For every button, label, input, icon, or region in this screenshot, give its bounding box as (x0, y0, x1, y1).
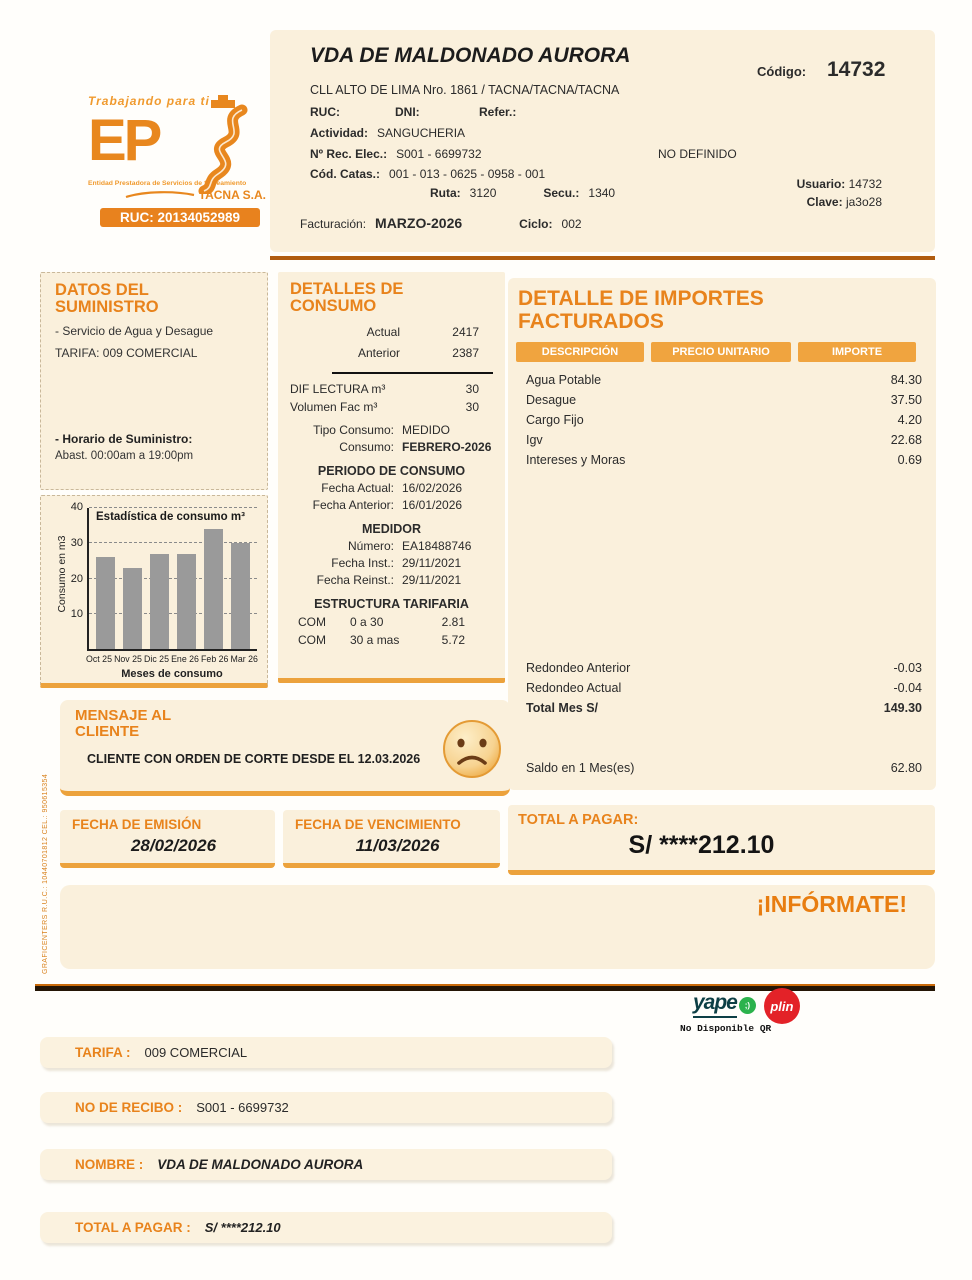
chart-bar (123, 568, 142, 649)
dif-value: 30 (465, 381, 479, 396)
medidor-numero-row (290, 539, 493, 553)
redondeo-actual-value: -0.04 (893, 681, 922, 695)
importe-row (508, 450, 936, 470)
fecha-anterior-label: Fecha Anterior: (312, 497, 394, 512)
importe-desc: Igv (526, 433, 543, 448)
facturacion-value: MARZO-2026 (375, 215, 463, 231)
consumption-chart (40, 495, 268, 688)
importe-value: 22.68 (890, 433, 922, 448)
redondeo-anterior-value: -0.03 (893, 661, 922, 675)
actual-label: Actual (366, 324, 400, 339)
saldo-value: 62.80 (890, 761, 922, 775)
chart-y-tick: 30 (70, 536, 83, 549)
col-precio-unitario: PRECIO UNITARIO (651, 342, 791, 362)
total-pagar-value: S/ ****212.10 (628, 831, 775, 859)
chart-x-tick: Feb 26 (201, 654, 229, 664)
tarifa-clase: COM (298, 632, 326, 647)
chart-y-tick: 10 (70, 608, 83, 621)
actual-value: 2417 (452, 324, 479, 339)
importe-desc: Desague (526, 393, 577, 408)
chart-x-labels (85, 654, 259, 664)
fecha-vencimiento-label: FECHA DE VENCIMIENTO (295, 817, 461, 832)
logo-tagline: Trabajando para ti (88, 94, 210, 108)
tarifa-row (290, 615, 493, 629)
clave-label: Clave: (806, 195, 843, 209)
detalles-consumo-panel (278, 272, 505, 683)
footer-recibo-bar (40, 1092, 612, 1123)
tarifa-rango: 0 a 30 (350, 614, 384, 629)
datos-suministro-panel (40, 272, 268, 490)
mensaje-title: MENSAJE AL CLIENTE (75, 707, 171, 740)
footer-total-bar (40, 1212, 612, 1243)
importe-row (508, 410, 936, 430)
servicio-line: - Servicio de Agua y Desague (55, 323, 214, 338)
fecha-emision-value: 28/02/2026 (130, 836, 217, 855)
consumo-mes-row (290, 440, 493, 454)
total-pagar-label: TOTAL A PAGAR: (518, 812, 639, 828)
chart-bar (204, 529, 223, 649)
chart-bar (150, 554, 169, 649)
tipo-label: Tipo Consumo: (313, 422, 394, 437)
mensaje-text: CLIENTE CON ORDEN DE CORTE DESDE EL 12.03.2026 (87, 752, 421, 766)
importe-row (508, 370, 936, 390)
footer-tarifa-bar (40, 1037, 612, 1068)
chart-x-tick: Ene 26 (171, 654, 199, 664)
fecha-emision-box (60, 810, 275, 868)
sad-face-icon (442, 718, 502, 780)
saldo-block (526, 758, 922, 778)
redondeo-actual-row (526, 678, 922, 698)
redondeo-anterior-label: Redondeo Anterior (526, 661, 631, 675)
reading-separator (332, 372, 493, 374)
dni-label: DNI: (395, 105, 420, 119)
ruta-label: Ruta: (430, 186, 461, 200)
tarifa-precio: 5.72 (441, 632, 465, 647)
secu-label: Secu.: (543, 186, 580, 200)
saldo-label: Saldo en 1 Mes(es) (526, 761, 635, 775)
footer-tarifa-value: 009 COMERCIAL (144, 1045, 248, 1060)
anterior-label: Anterior (357, 345, 400, 360)
importe-desc: Cargo Fijo (526, 413, 584, 428)
eps-logo (88, 94, 266, 227)
numero-value: EA18488746 (402, 538, 472, 553)
chart-x-axis-label: Meses de consumo (121, 668, 223, 680)
informate-text: ¡INFÓRMATE! (756, 891, 907, 917)
clave-value: ja3o28 (845, 195, 882, 209)
usuario-value: 14732 (848, 177, 882, 191)
informate-panel (60, 885, 935, 969)
col-descripcion: DESCRIPCIÓN (516, 342, 644, 362)
footer-total-value: S/ ****212.10 (204, 1220, 281, 1235)
river-faucet-icon (180, 94, 258, 194)
no-definido-text: NO DEFINIDO (658, 147, 737, 161)
chart-plot (87, 508, 257, 651)
actividad-row (310, 126, 465, 140)
rec-elec-label: Nº Rec. Elec.: (310, 147, 388, 161)
consumo-value: FEBRERO-2026 (402, 439, 492, 454)
total-pagar-box (508, 805, 935, 875)
cod-catas-value: 001 - 013 - 0625 - 0958 - 001 (389, 167, 546, 181)
logo-subtitle: Entidad Prestadora de Servicios de Saneamiento (88, 180, 247, 187)
fecha-actual-row (290, 481, 493, 495)
facturacion-label: Facturación: (300, 217, 367, 231)
chart-bars (89, 508, 257, 649)
fecha-inst-label: Fecha Inst.: (331, 555, 394, 570)
fecha-anterior-value: 16/01/2026 (402, 497, 463, 512)
ciclo-value: 002 (561, 217, 582, 231)
importes-table-header (516, 342, 936, 362)
fecha-anterior-row (290, 498, 493, 512)
fecha-actual-label: Fecha Actual: (321, 480, 394, 495)
importe-value: 4.20 (897, 413, 922, 428)
datos-title: DATOS DEL SUMINISTRO (55, 281, 159, 316)
mensaje-cliente-panel (60, 700, 510, 796)
chart-x-tick: Dic 25 (144, 654, 169, 664)
actividad-value: SANGUCHERIA (377, 126, 466, 140)
footer-recibo-value: S001 - 6699732 (196, 1100, 289, 1115)
medidor-title: MEDIDOR (361, 521, 422, 536)
tarifa-precio: 2.81 (441, 614, 465, 629)
dif-label: DIF LECTURA m³ (290, 381, 386, 396)
saldo-row (526, 758, 922, 778)
lectura-anterior-row (290, 346, 493, 360)
chart-x-tick: Mar 26 (230, 654, 258, 664)
vol-value: 30 (465, 399, 479, 414)
tarifa-line: TARIFA: 009 COMERCIAL (55, 345, 198, 360)
footer-recibo-label: NO DE RECIBO : (75, 1100, 183, 1115)
logo-initials: EP (88, 108, 160, 173)
ruta-secuencia-row (430, 186, 615, 200)
fecha-inst-row (290, 556, 493, 570)
volumen-row (290, 400, 493, 414)
importe-value: 37.50 (890, 393, 922, 408)
cod-catas-label: Cód. Catas.: (310, 167, 381, 181)
importe-value: 0.69 (897, 453, 922, 468)
usuario-label: Usuario: (796, 177, 846, 191)
importe-value: 84.30 (890, 373, 922, 388)
importe-row (508, 390, 936, 410)
importe-row (508, 430, 936, 450)
fecha-actual-value: 16/02/2026 (402, 480, 463, 495)
tipo-consumo-row (290, 423, 493, 437)
importe-desc: Intereses y Moras (526, 453, 626, 468)
fecha-vencimiento-box (283, 810, 500, 868)
codigo-value: 14732 (827, 58, 886, 81)
header-panel (270, 30, 935, 252)
rec-elec-value: S001 - 6699732 (396, 147, 482, 161)
lectura-actual-row (290, 325, 493, 339)
logo-company: TACNA S.A. (198, 188, 266, 202)
footer-nombre-bar (40, 1149, 612, 1180)
importe-desc: Agua Potable (526, 373, 602, 388)
chart-title: Estadística de consumo m³ (96, 511, 245, 523)
chart-bar (231, 543, 250, 649)
logo-ruc-badge: RUC: 20134052989 (100, 208, 260, 227)
tarifa-row (290, 633, 493, 647)
payment-logos (693, 988, 800, 1024)
chart-bar (96, 557, 115, 649)
yape-logo (693, 991, 756, 1018)
ruc-label: RUC: (310, 105, 340, 119)
chart-x-tick: Oct 25 (86, 654, 112, 664)
header-divider (270, 256, 935, 260)
horario-label: - Horario de Suministro: (55, 431, 193, 446)
secu-value: 1340 (588, 186, 616, 200)
footer-nombre-value: VDA DE MALDONADO AURORA (157, 1157, 364, 1172)
plin-wordmark: plin (770, 998, 794, 1014)
consumo-title: DETALLES DE CONSUMO (290, 280, 404, 315)
importes-totals (526, 658, 922, 718)
fecha-reinst-row (290, 573, 493, 587)
vol-label: Volumen Fac m³ (290, 399, 378, 414)
estructura-rows (290, 615, 493, 647)
numero-label: Número: (347, 538, 394, 553)
horario-value: Abast. 00:00am a 19:00pm (55, 449, 194, 462)
facturacion-row (300, 215, 582, 231)
yape-bubble-icon: ;) (739, 997, 756, 1014)
customer-address: CLL ALTO DE LIMA Nro. 1861 / TACNA/TACNA/TACNA (310, 83, 620, 97)
refer-label: Refer.: (479, 105, 517, 119)
section-divider (35, 984, 935, 991)
total-mes-label: Total Mes S/ (526, 701, 599, 715)
total-mes-value: 149.30 (883, 701, 922, 715)
chart-y-tick: 40 (70, 501, 83, 513)
ruta-value: 3120 (469, 186, 497, 200)
chart-bar (177, 554, 196, 649)
consumo-label: Consumo: (339, 439, 394, 454)
fecha-emision-label: FECHA DE EMISIÓN (72, 817, 202, 832)
codigo-catastral-row (310, 167, 545, 181)
codigo-label: Código: (757, 64, 807, 79)
fecha-vencimiento-value: 11/03/2026 (355, 836, 440, 855)
actividad-label: Actividad: (310, 126, 369, 140)
dif-lectura-row (290, 382, 493, 396)
recibo-electronico-row (310, 147, 482, 161)
importes-title: DETALLE DE IMPORTES FACTURADOS (518, 287, 764, 333)
logo-main (88, 108, 266, 180)
total-mes-row (526, 698, 922, 718)
tarifa-clase: COM (298, 614, 326, 629)
anterior-value: 2387 (452, 345, 479, 360)
customer-name: VDA DE MALDONADO AURORA (310, 44, 631, 67)
redondeo-anterior-row (526, 658, 922, 678)
tipo-value: MEDIDO (402, 422, 450, 437)
chart-y-tick: 20 (70, 572, 83, 585)
estructura-title: ESTRUCTURA TARIFARIA (314, 596, 469, 611)
plin-logo (764, 988, 800, 1024)
yape-wordmark: yape (693, 994, 737, 1018)
chart-y-axis-label: Consumo en m3 (56, 535, 68, 613)
importes-rows (508, 370, 936, 470)
footer-nombre-label: NOMBRE : (75, 1157, 144, 1172)
fecha-reinst-value: 29/11/2021 (402, 572, 462, 587)
fecha-inst-value: 29/11/2021 (402, 555, 462, 570)
print-shop-credit: GRAFICENTERS R.U.C.: 10440701812 CEL.: 950615354 (42, 773, 49, 974)
periodo-title: PERIODO DE CONSUMO (317, 463, 466, 478)
clave-row (710, 195, 882, 209)
redondeo-actual-label: Redondeo Actual (526, 681, 622, 695)
footer-tarifa-label: TARIFA : (75, 1045, 131, 1060)
ciclo-label: Ciclo: (519, 217, 553, 231)
qr-unavailable-note: No Disponible QR (680, 1023, 772, 1034)
chart-x-tick: Nov 25 (114, 654, 142, 664)
importes-panel (508, 278, 936, 790)
tarifa-rango: 30 a mas (350, 632, 400, 647)
fecha-reinst-label: Fecha Reinst.: (316, 572, 394, 587)
col-importe: IMPORTE (798, 342, 916, 362)
usuario-row (710, 177, 882, 191)
footer-total-label: TOTAL A PAGAR : (75, 1220, 191, 1235)
